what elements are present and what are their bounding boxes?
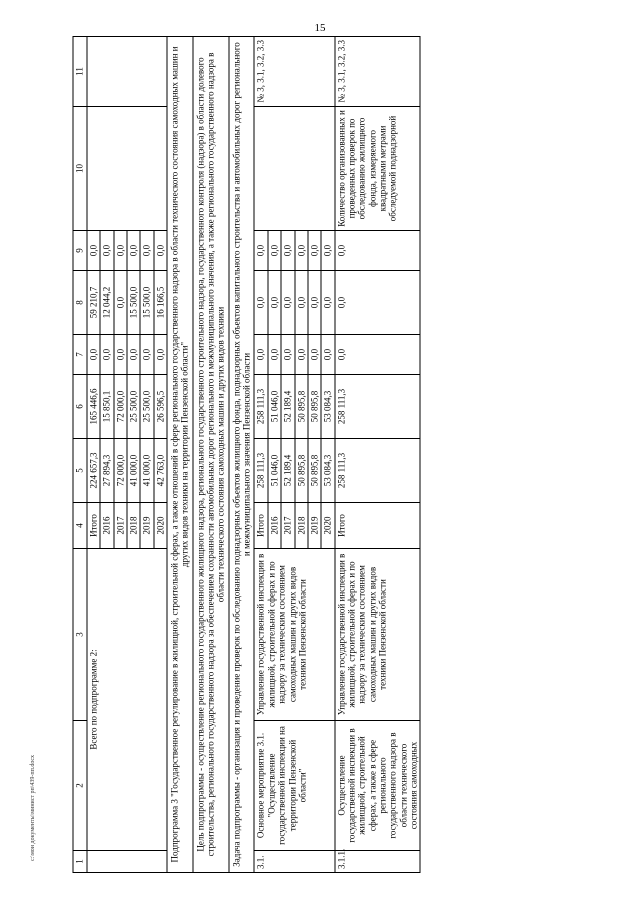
value-cell: 16 166,5 [154,271,167,335]
table-row [229,37,255,873]
subprogram-title: Подпрограмма 3 "Государственное регулирование в жилищной, строительной сферах, а также отношений в сфере регионального государственного надзора в области технического состояния самоходных машин и других видов техники на территории Пензенской области" [167,37,193,873]
header-cell: 10 [73,107,87,231]
value-cell: 0,0 [295,271,308,335]
value-cell: 0,0 [140,335,153,375]
event-name: Основное мероприятие 3.1. "Осуществление государственной инспекции на территории Пензенской области" [254,721,334,851]
value-cell: 42 763,0 [154,439,167,503]
header-cell: 6 [73,375,87,439]
value-cell: 0,0 [295,335,308,375]
period-cell: 2020 [154,503,167,549]
header-cell: 8 [73,271,87,335]
value-cell: 0,0 [268,271,281,335]
rotated-table-sheet [73,37,568,873]
subprogram-goal: Цель подпрограммы - осуществление регионального государственного жилищного надзора, регионального государственного строительного надзора, государственного контроля (надзора) в области долевого строительства, регионального государственного надзора за обеспечением сохранности автомобильных дорог регионального и межмуниципального значения, а также регионального государственного надзора в области технического состояния самоходных машин и других видов техники [193,37,229,873]
value-cell: 0,0 [154,231,167,271]
value-cell: 258 111,3 [335,439,421,503]
period-cell: Итого [254,503,267,549]
indicator-ref: № 3, 3.1, 3.2, 3.3 [254,37,334,107]
footer-text: c:\мои документы\минист рп\439-пп.docx [30,755,36,861]
header-cell: 4 [73,503,87,549]
value-cell: 25 500,0 [140,375,153,439]
value-cell: 0,0 [335,335,421,375]
header-cell: 1 [73,851,87,873]
header-cell: 9 [73,231,87,271]
value-cell: 0,0 [127,231,140,271]
value-cell: 0,0 [268,231,281,271]
value-cell: 51 046,0 [268,439,281,503]
period-cell: 2017 [281,503,294,549]
value-cell: 0,0 [154,335,167,375]
indicator-description: Количество организованных и проведенных проверок по обследованию жилищного фонда, измеряемого квадратными метрами обследуемой поднадзорной [335,107,421,231]
page-number: 15 [314,22,326,34]
row-number: 3.1. [254,851,334,873]
value-cell: 53 084,3 [321,375,334,439]
value-cell: 0,0 [335,271,421,335]
value-cell: 41 000,0 [140,439,153,503]
table-row [335,37,421,873]
value-cell: 0,0 [321,271,334,335]
header-cell: 11 [73,37,87,107]
value-cell: 72 000,0 [114,439,127,503]
value-cell: 0,0 [335,231,421,271]
header-cell: 7 [73,335,87,375]
value-cell: 0,0 [308,231,321,271]
value-cell: 15 500,0 [140,271,153,335]
period-cell: 2018 [295,503,308,549]
value-cell: 59 210,7 [87,271,100,335]
value-cell: 0,0 [308,335,321,375]
empty-cell [254,107,334,231]
period-cell: 2016 [100,503,113,549]
value-cell: 0,0 [100,335,113,375]
file-path-footer [30,755,44,903]
value-cell: 12 044,2 [100,271,113,335]
value-cell: 53 084,3 [321,439,334,503]
value-cell: 0,0 [254,271,267,335]
value-cell: 224 657,3 [87,439,100,503]
period-cell: Итого [335,503,421,549]
value-cell: 50 895,8 [308,439,321,503]
value-cell: 258 111,3 [254,439,267,503]
value-cell: 258 111,3 [335,375,421,439]
value-cell: 25 500,0 [127,375,140,439]
empty-cell [87,37,167,107]
executor: Управление государственной инспекции в жилищной, строительной сферах и по надзору за техническим состоянием самоходных машин и других видов техники Пензенской области [335,549,421,721]
empty-cell [87,107,167,231]
value-cell: 0,0 [254,335,267,375]
table-row [254,37,267,873]
value-cell: 50 895,8 [308,375,321,439]
total-num-cell [87,851,167,873]
value-cell: 0,0 [114,271,127,335]
value-cell: 0,0 [308,271,321,335]
value-cell: 0,0 [268,335,281,375]
value-cell: 72 000,0 [114,375,127,439]
header-cell: 5 [73,439,87,503]
value-cell: 0,0 [87,335,100,375]
value-cell: 15 850,1 [100,375,113,439]
period-cell: 2018 [127,503,140,549]
period-cell: Итого [87,503,100,549]
value-cell: 50 895,8 [295,375,308,439]
executor: Управление государственной инспекции в жилищной, строительной сферах и по надзору за техническим состоянием самоходных машин и других видов техники Пензенской области [254,549,334,721]
table-row [87,37,100,873]
value-cell: 0,0 [254,231,267,271]
table-row [167,37,193,873]
value-cell: 52 189,4 [281,439,294,503]
value-cell: 165 446,6 [87,375,100,439]
value-cell: 0,0 [100,231,113,271]
value-cell: 26 596,5 [154,375,167,439]
value-cell: 0,0 [281,335,294,375]
row-number: 3.1.1. [335,851,421,873]
value-cell: 51 046,0 [268,375,281,439]
value-cell: 0,0 [127,335,140,375]
period-cell: 2016 [268,503,281,549]
value-cell: 0,0 [295,231,308,271]
header-row [73,37,87,873]
value-cell: 0,0 [114,231,127,271]
period-cell: 2020 [321,503,334,549]
event-name: Осуществление государственной инспекции в жилищной, строительной сферах, а также в сфере регионального государственного надзора в области технического состояния самоходных [335,721,421,851]
value-cell: 27 894,3 [100,439,113,503]
header-cell: 3 [73,549,87,721]
value-cell: 258 111,3 [254,375,267,439]
table-row [193,37,229,873]
value-cell: 0,0 [281,271,294,335]
period-cell: 2017 [114,503,127,549]
total-label: Всего по подпрограмме 2: [87,549,167,851]
value-cell: 52 189,4 [281,375,294,439]
value-cell: 0,0 [321,231,334,271]
header-cell: 2 [73,721,87,851]
subprogram-task: Задача подпрограммы - организация и проведение проверок по обследованию поднадзорных объектов жилищного фонда, поднадзорных объектов капитального строительства и автомобильных дорог регионального и межмуниципального значения Пензенской области [229,37,255,873]
value-cell: 41 000,0 [127,439,140,503]
period-cell: 2019 [140,503,153,549]
indicator-ref: № 3, 3.1, 3.2, 3.3 [335,37,421,107]
value-cell: 15 500,0 [127,271,140,335]
value-cell: 0,0 [140,231,153,271]
period-cell: 2019 [308,503,321,549]
value-cell: 0,0 [281,231,294,271]
value-cell: 0,0 [114,335,127,375]
value-cell: 0,0 [321,335,334,375]
value-cell: 50 895,8 [295,439,308,503]
value-cell: 0,0 [87,231,100,271]
program-table [73,36,421,873]
